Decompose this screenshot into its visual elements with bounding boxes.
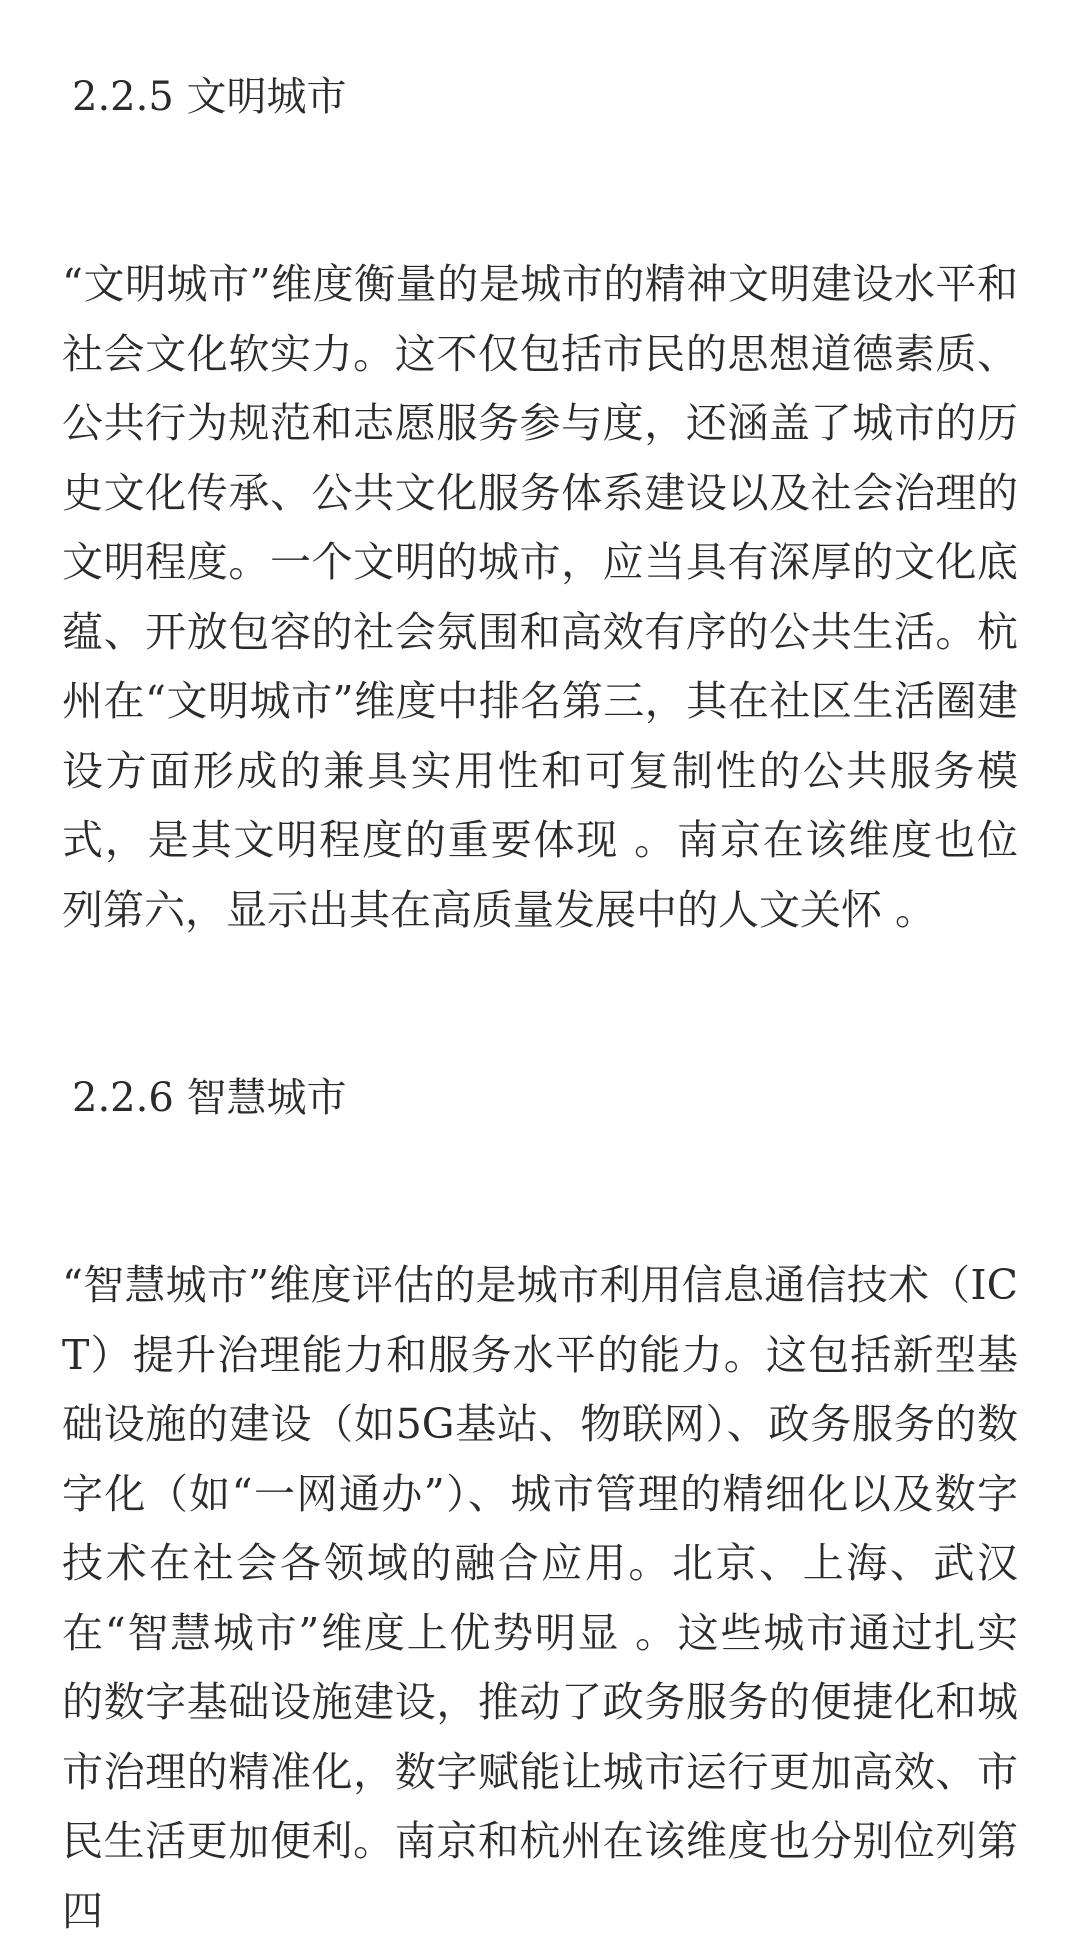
section-body-civilized-city: “文明城市”维度衡量的是城市的精神文明建设水平和社会文化软实力。这不仅包括市民的思想道德素质、公共行为规范和志愿服务参与度，还涵盖了城市的历史文化传承、公共文化服务体系建设以及社会治理的文明程度。一个文明的城市，应当具有深厚的文化底蕴、开放包容的社会氛围和高效有序的公共生活。杭州在“文明城市”维度中排名第三，其在社区生活圈建设方面形成的兼具实用性和可复制性的公共服务模式，是其文明程度的重要体现 。南京在该维度也位列第六，显示出其在高质量发展中的人文关怀 。 [62,260,1018,934]
section-heading-civilized-city: 2.2.5 文明城市 [72,74,347,120]
spacer [62,132,1018,250]
spacer [62,945,1018,1063]
section-body-smart-city: “智慧城市”维度评估的是城市利用信息通信技术（ICT）提升治理能力和服务水平的能力。这包括新型基础设施的建设（如5G基站、物联网）、政务服务的数字化（如“一网通办”）、城市管理的精细化以及数字技术在社会各领域的融合应用。北京、上海、武汉在“智慧城市”维度上优势明显 。这些城市通过扎实的数字基础设施建设，推动了政务服务的便捷化和城市治理的精准化，数字赋能让城市运行更加高效、市民生活更加便利。南京和杭州在该维度也分别位列第四 [62,1261,1018,1935]
spacer [62,1133,1018,1251]
section-heading-smart-city: 2.2.6 智慧城市 [72,1075,347,1121]
